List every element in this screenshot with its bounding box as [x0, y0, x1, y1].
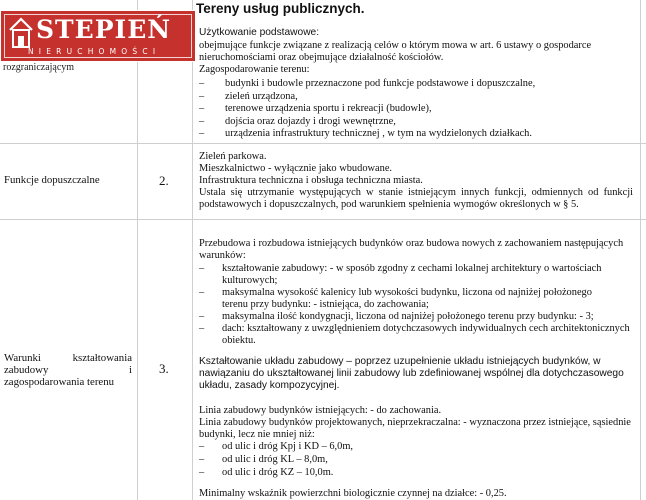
row1-left-fragment: rozgraniczającym — [3, 62, 75, 73]
dev-title: Zagospodarowanie terenu: — [199, 64, 310, 75]
row-number: 3. — [159, 361, 169, 376]
allowed-line: Mieszkalnictwo - wyłącznie jako wbudowane. — [199, 163, 393, 174]
grid-col-1 — [137, 0, 138, 500]
dev-item: terenowe urządzenia sportu i rekreacji (budowle), — [225, 103, 432, 114]
allowed-line: Infrastruktura techniczna i obsługa techniczna miasta. — [199, 175, 423, 186]
list-dash: – — [199, 116, 205, 127]
condition-item: kształtowanie zabudowy: - w sposób zgodny z cechami lokalnej architektury o wartościach — [222, 263, 602, 274]
list-dash: – — [199, 323, 205, 334]
dev-item: urządzenia infrastruktury technicznej , w tym na wydzielonych działkach. — [225, 128, 532, 139]
list-dash: – — [199, 78, 205, 89]
road-item: od ulic i dróg Kpj i KD – 6,0m, — [222, 441, 354, 452]
grid-right — [640, 0, 641, 500]
row-number: 2. — [159, 173, 169, 188]
layout-paragraph-line: Kształtowanie układu zabudowy – poprzez uzupełnienie układu istniejących budynków, w — [199, 356, 601, 367]
list-dash: – — [199, 467, 205, 478]
conditions-intro: warunków: — [199, 250, 246, 261]
condition-item: obiektu. — [222, 335, 256, 346]
dev-item: dojścia oraz dojazdy i drogi wewnętrzne, — [225, 116, 396, 127]
condition-item: kulturowych; — [222, 275, 278, 286]
grid-row-2 — [0, 219, 646, 220]
dev-item: zieleń urządzona, — [225, 91, 298, 102]
grid-col-2 — [192, 0, 193, 500]
list-dash: – — [199, 311, 205, 322]
brand-name: STEPIEŃ — [36, 15, 172, 44]
house-icon — [8, 16, 34, 50]
row-label: zabudowy i — [4, 364, 132, 376]
row-label: Warunki kształtowania — [4, 352, 132, 364]
list-dash: – — [199, 441, 205, 452]
brand-subtitle: NIERUCHOMOŚCI — [28, 47, 161, 56]
allowed-line: Zieleń parkowa. — [199, 151, 267, 162]
dev-item: budynki i budowle przeznaczone pod funkcje podstawowe i dopuszczalne, — [225, 78, 536, 89]
list-dash: – — [199, 454, 205, 465]
allowed-paragraph: Ustala się utrzymanie występujących w stanie istniejącym innych funkcji, odmiennych od funkcji podstawowych i dopuszczalnych, pod warunkiem spełnienia wymogów określonych w § 5. — [199, 187, 633, 211]
list-dash: – — [199, 91, 205, 102]
line-projected: budynki, lecz nie mniej niż: — [199, 429, 315, 440]
line-projected: Linia zabudowy budynków projektowanych, nieprzekraczalna: - wyznaczona przez istniejące, sąsiednie — [199, 417, 631, 428]
condition-item: maksymalna ilość kondygnacji, liczona od najniżej położonego terenu przy budynku: - 3; — [222, 311, 594, 322]
line-existing: Linia zabudowy budynków istniejących: - do zachowania. — [199, 405, 442, 416]
condition-item: terenu przy budynku: - istniejąca, do zachowania; — [222, 299, 429, 310]
layout-paragraph-line: układu, zasady kompozycyjnej. — [199, 380, 340, 391]
use-desc-line: obejmujące funkcje związane z realizacją celów o którym mowa w art. 6 ustawy o gospodarce — [199, 40, 592, 51]
condition-item: maksymalna wysokość kalenicy lub wysokości budynku, liczona od najniżej położonego — [222, 287, 592, 298]
row-label: Funkcje dopuszczalne — [4, 174, 100, 186]
road-item: od ulic i dróg KL – 8,0m, — [222, 454, 328, 465]
section-heading: Tereny usług publicznych. — [196, 1, 365, 16]
biological-area: Minimalny wskaźnik powierzchni biologicznie czynnej na działce: - 0,25. — [199, 488, 507, 499]
list-dash: – — [199, 128, 205, 139]
condition-item: dach: kształtowany z uwzględnieniem dotychczasowych indywidualnych cech architektonicznych — [222, 323, 630, 334]
layout-paragraph-line: nawiązaniu do ukształtowanej linii zabudowy lub zdefiniowanej wspólnej dla dotychczasowego — [199, 368, 624, 379]
list-dash: – — [199, 263, 205, 274]
conditions-intro: Przebudowa i rozbudowa istniejących budynków oraz budowa nowych z zachowaniem następujących — [199, 238, 624, 249]
grid-row-1 — [0, 143, 646, 144]
list-dash: – — [199, 287, 205, 298]
list-dash: – — [199, 103, 205, 114]
road-item: od ulic i dróg KZ – 10,0m. — [222, 467, 334, 478]
row-label: zagospodarowania terenu — [4, 376, 115, 388]
brand-logo — [0, 10, 196, 62]
use-desc-line: nieruchomościami oraz obejmujące działalność kościołów. — [199, 52, 444, 63]
use-title: Użytkowanie podstawowe: — [199, 27, 320, 38]
